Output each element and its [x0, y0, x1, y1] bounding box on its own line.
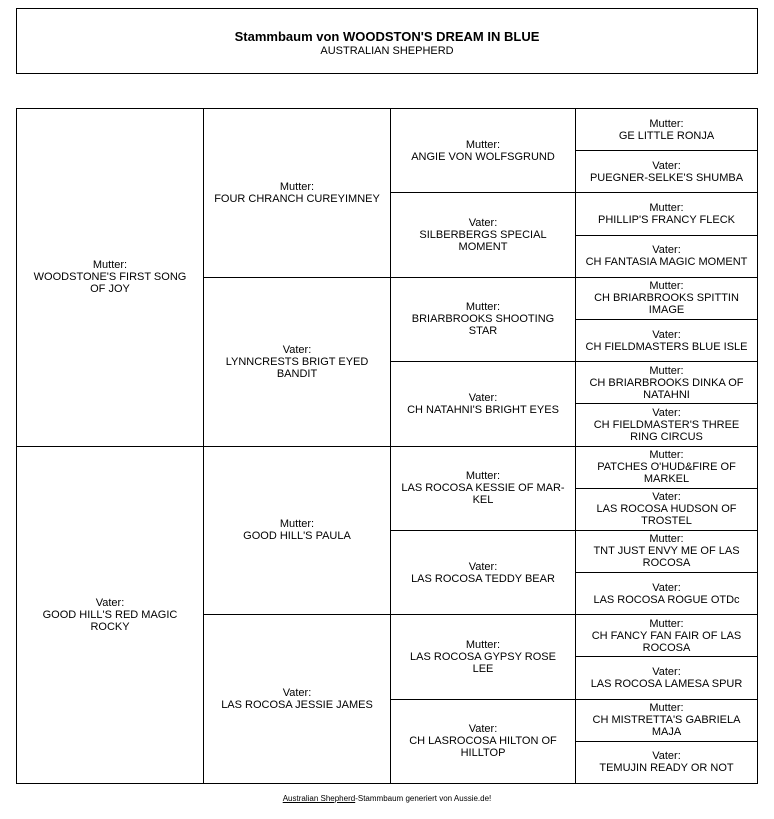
- ancestor-name: LAS ROCOSA HUDSON OF TROSTEL: [596, 503, 737, 528]
- ancestor-cell-gen4-11: [576, 530, 757, 572]
- ancestor-cell-gen3-6: [391, 530, 575, 614]
- ancestor-role: Vater:: [282, 687, 312, 700]
- ancestor-role: Mutter:: [279, 180, 315, 193]
- generation-3-column: [390, 109, 575, 783]
- ancestor-cell-gen1-2: [17, 446, 203, 784]
- ancestor-cell-gen2-4: [204, 614, 390, 783]
- ancestor-cell-gen2-1: [204, 109, 390, 277]
- ancestor-name: CH LASROCOSA HILTON OF HILLTOP: [409, 735, 557, 760]
- ancestor-name: LAS ROCOSA TEDDY BEAR: [411, 572, 555, 585]
- generation-2-column: [203, 109, 390, 783]
- ancestor-role: Vater:: [652, 159, 681, 172]
- ancestor-name: LAS ROCOSA GYPSY ROSE LEE: [410, 650, 556, 675]
- ancestor-name: CH FANCY FAN FAIR OF LAS ROCOSA: [591, 629, 742, 654]
- ancestor-name: PATCHES O'HUD&FIRE OF MARKEL: [597, 461, 736, 486]
- ancestor-name: GOOD HILL'S RED MAGIC ROCKY: [42, 608, 178, 633]
- ancestor-cell-gen4-4: [576, 235, 757, 277]
- ancestor-cell-gen4-10: [576, 488, 757, 530]
- ancestor-cell-gen4-7: [576, 361, 757, 403]
- ancestor-role: Vater:: [652, 406, 681, 419]
- generation-4-column: [575, 109, 757, 783]
- ancestor-cell-gen3-5: [391, 446, 575, 530]
- ancestor-name: LAS ROCOSA LAMESA SPUR: [590, 678, 743, 691]
- ancestor-name: CH BRIARBROOKS SPITTIN IMAGE: [594, 292, 739, 317]
- ancestor-name: GOOD HILL'S PAULA: [243, 530, 351, 543]
- ancestor-role: Mutter:: [649, 449, 684, 462]
- ancestor-name: TNT JUST ENVY ME OF LAS ROCOSA: [593, 545, 740, 570]
- ancestor-cell-gen4-16: [576, 741, 757, 783]
- ancestor-name: PHILLIP'S FRANCY FLECK: [598, 213, 735, 226]
- ancestor-role: Mutter:: [649, 117, 684, 130]
- ancestor-cell-gen4-1: [576, 109, 757, 150]
- ancestor-role: Vater:: [652, 491, 681, 504]
- ancestor-name: CH MISTRETTA'S GABRIELA MAJA: [592, 714, 741, 739]
- ancestor-role: Vater:: [468, 391, 498, 404]
- ancestor-name: CH FIELDMASTER'S THREE RING CIRCUS: [593, 418, 740, 443]
- ancestor-role: Vater:: [652, 666, 681, 679]
- ancestor-role: Vater:: [468, 560, 498, 573]
- ancestor-cell-gen4-8: [576, 403, 757, 445]
- ancestor-role: Vater:: [282, 343, 312, 356]
- ancestor-role: Mutter:: [279, 518, 315, 531]
- ancestor-cell-gen2-2: [204, 277, 390, 446]
- page-title: Stammbaum von WOODSTON'S DREAM IN BLUE: [234, 29, 540, 44]
- ancestor-role: Mutter:: [465, 470, 501, 483]
- ancestor-role: Vater:: [652, 244, 681, 257]
- generation-1-column: [17, 109, 203, 783]
- ancestor-cell-gen1-1: [17, 109, 203, 446]
- ancestor-role: Mutter:: [465, 638, 501, 651]
- ancestor-role: Mutter:: [649, 533, 684, 546]
- ancestor-name: FOUR CHRANCH CUREYIMNEY: [214, 192, 380, 205]
- ancestor-cell-gen4-14: [576, 656, 757, 698]
- ancestor-role: Mutter:: [92, 259, 128, 272]
- pedigree-header: [16, 8, 758, 74]
- ancestor-cell-gen4-15: [576, 699, 757, 741]
- footer-breed-link[interactable]: Australian Shepherd: [282, 794, 356, 803]
- ancestor-name: LYNNCRESTS BRIGT EYED BANDIT: [225, 355, 369, 380]
- ancestor-role: Vater:: [95, 596, 125, 609]
- pedigree-table: [16, 108, 758, 784]
- ancestor-role: Vater:: [652, 581, 681, 594]
- ancestor-name: CH FIELDMASTERS BLUE ISLE: [585, 340, 748, 353]
- ancestor-name: PUEGNER-SELKE'S SHUMBA: [589, 171, 744, 184]
- ancestor-cell-gen3-1: [391, 109, 575, 192]
- ancestor-role: Mutter:: [649, 201, 684, 214]
- ancestor-cell-gen3-8: [391, 699, 575, 783]
- ancestor-cell-gen4-3: [576, 192, 757, 234]
- ancestor-cell-gen4-13: [576, 614, 757, 656]
- ancestor-role: Vater:: [652, 328, 681, 341]
- ancestor-role: Mutter:: [649, 617, 684, 630]
- ancestor-role: Vater:: [468, 723, 498, 736]
- ancestor-cell-gen4-9: [576, 446, 757, 488]
- ancestor-cell-gen4-2: [576, 150, 757, 192]
- ancestor-name: CH NATAHNI'S BRIGHT EYES: [407, 403, 559, 416]
- ancestor-cell-gen4-5: [576, 277, 757, 319]
- ancestor-name: CH BRIARBROOKS DINKA OF NATAHNI: [589, 376, 744, 401]
- ancestor-cell-gen4-6: [576, 319, 757, 361]
- ancestor-name: LAS ROCOSA JESSIE JAMES: [221, 699, 373, 712]
- ancestor-cell-gen3-3: [391, 277, 575, 361]
- ancestor-name: SILBERBERGS SPECIAL MOMENT: [419, 229, 547, 254]
- ancestor-name: LAS ROCOSA ROGUE OTDc: [593, 593, 740, 606]
- ancestor-role: Mutter:: [649, 280, 684, 293]
- ancestor-cell-gen3-7: [391, 614, 575, 698]
- ancestor-name: BRIARBROOKS SHOOTING STAR: [411, 313, 555, 338]
- ancestor-role: Mutter:: [649, 364, 684, 377]
- ancestor-name: ANGIE VON WOLFSGRUND: [411, 150, 555, 163]
- ancestor-role: Vater:: [652, 750, 681, 763]
- ancestor-role: Vater:: [468, 217, 498, 230]
- ancestor-name: CH FANTASIA MAGIC MOMENT: [585, 256, 748, 269]
- ancestor-name: GE LITTLE RONJA: [618, 129, 715, 142]
- ancestor-cell-gen2-3: [204, 446, 390, 615]
- ancestor-cell-gen3-4: [391, 361, 575, 445]
- ancestor-name: TEMUJIN READY OR NOT: [599, 762, 734, 775]
- breed-subtitle: AUSTRALIAN SHEPHERD: [320, 45, 454, 57]
- ancestor-name: LAS ROCOSA KESSIE OF MAR-KEL: [401, 482, 565, 507]
- ancestor-role: Mutter:: [465, 301, 501, 314]
- footer: [0, 794, 774, 803]
- ancestor-name: WOODSTONE'S FIRST SONG OF JOY: [33, 271, 187, 296]
- ancestor-role: Mutter:: [465, 138, 501, 151]
- footer-text: -Stammbaum generiert von Aussie.de!: [355, 794, 492, 803]
- ancestor-role: Mutter:: [649, 702, 684, 715]
- ancestor-cell-gen3-2: [391, 192, 575, 276]
- ancestor-cell-gen4-12: [576, 572, 757, 614]
